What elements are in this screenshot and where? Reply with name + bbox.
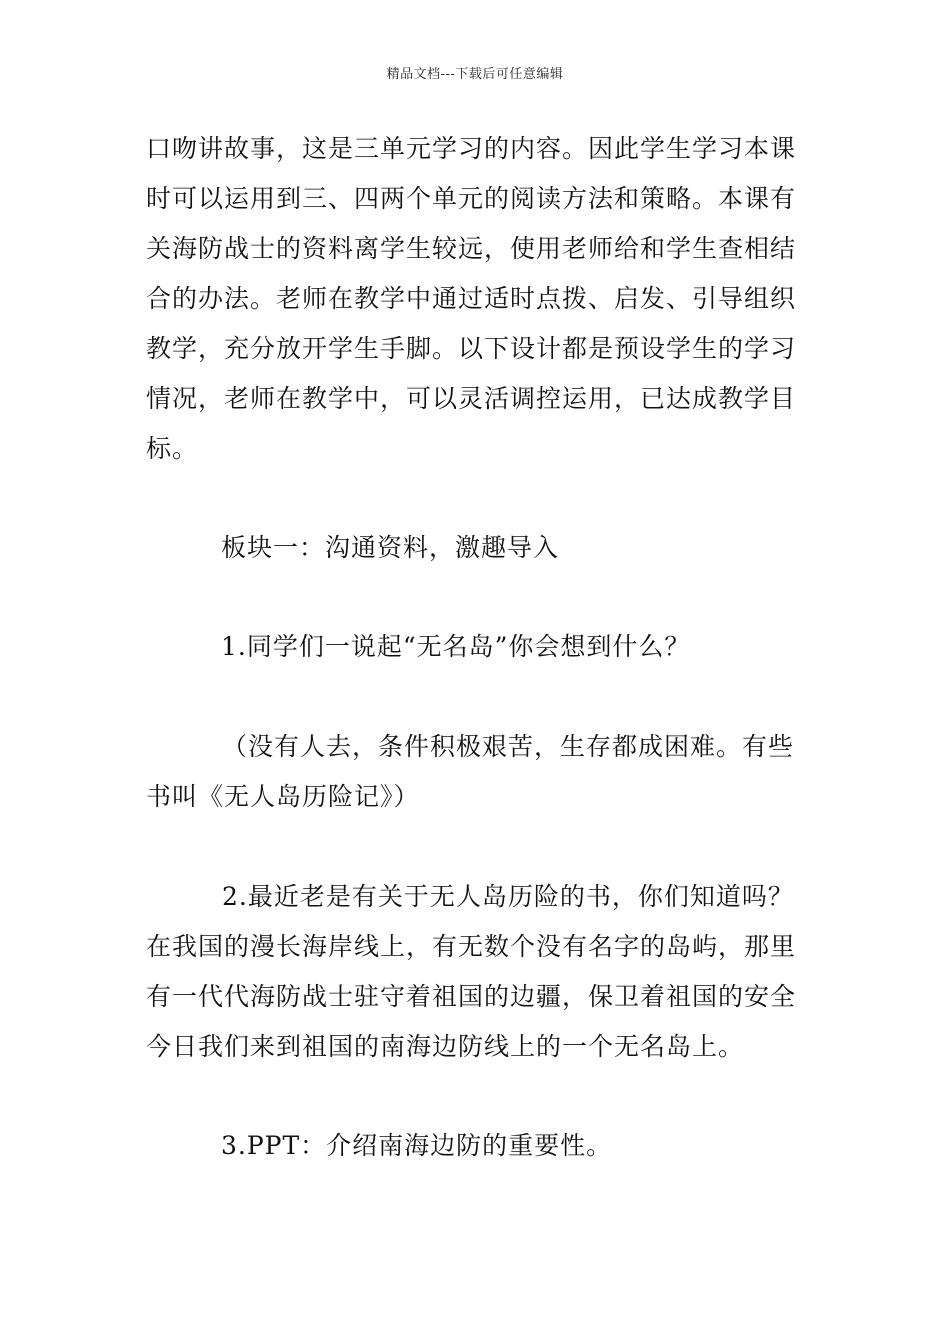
paragraph-intro [146, 124, 806, 474]
section-heading-text: 板块一：沟通资料，激趣导入 [221, 533, 560, 562]
text-line: （没有人去，条件积极艰苦，生存都成困难。有些 [222, 732, 795, 761]
text-line: 标。 [146, 434, 199, 463]
text-line: 有一代代海防战士驻守着祖国的边疆，保卫着祖国的安全 [146, 982, 797, 1011]
text-line: 书叫《无人岛历险记》） [146, 782, 420, 811]
text-line: 2.最近老是有关于无人岛历险的书，你们知道吗？ [222, 882, 794, 911]
text-line: 情况，老师在教学中，可以灵活调控运用，已达成教学目 [146, 384, 797, 413]
page-header: 精品文档---下载后可任意编辑 [386, 67, 564, 82]
text-line: 时可以运用到三、四两个单元的阅读方法和策略。本课有 [146, 184, 797, 213]
text-line: 合的办法。老师在教学中通过适时点拨、启发、引导组织 [146, 284, 797, 313]
text-line: 关海防战士的资料离学生较远，使用老师给和学生查相结 [146, 234, 797, 263]
text-line: 在我国的漫长海岸线上，有无数个没有名字的岛屿，那里 [146, 932, 797, 961]
text-line: 口吻讲故事，这是三单元学习的内容。因此学生学习本课 [146, 134, 797, 163]
section-heading [221, 523, 806, 573]
question-1-text: 1.同学们一说起“无名岛”你会想到什么？ [221, 632, 691, 661]
answer-1 [146, 722, 806, 822]
question-1 [221, 622, 806, 672]
question-2 [146, 872, 806, 1072]
question-3-text: 3.PPT：介绍南海边防的重要性。 [221, 1131, 613, 1160]
question-3 [221, 1121, 806, 1171]
text-line: 教学，充分放开学生手脚。以下设计都是预设学生的学习 [146, 334, 797, 363]
text-line: 今日我们来到祖国的南海边防线上的一个无名岛上。 [146, 1032, 745, 1061]
